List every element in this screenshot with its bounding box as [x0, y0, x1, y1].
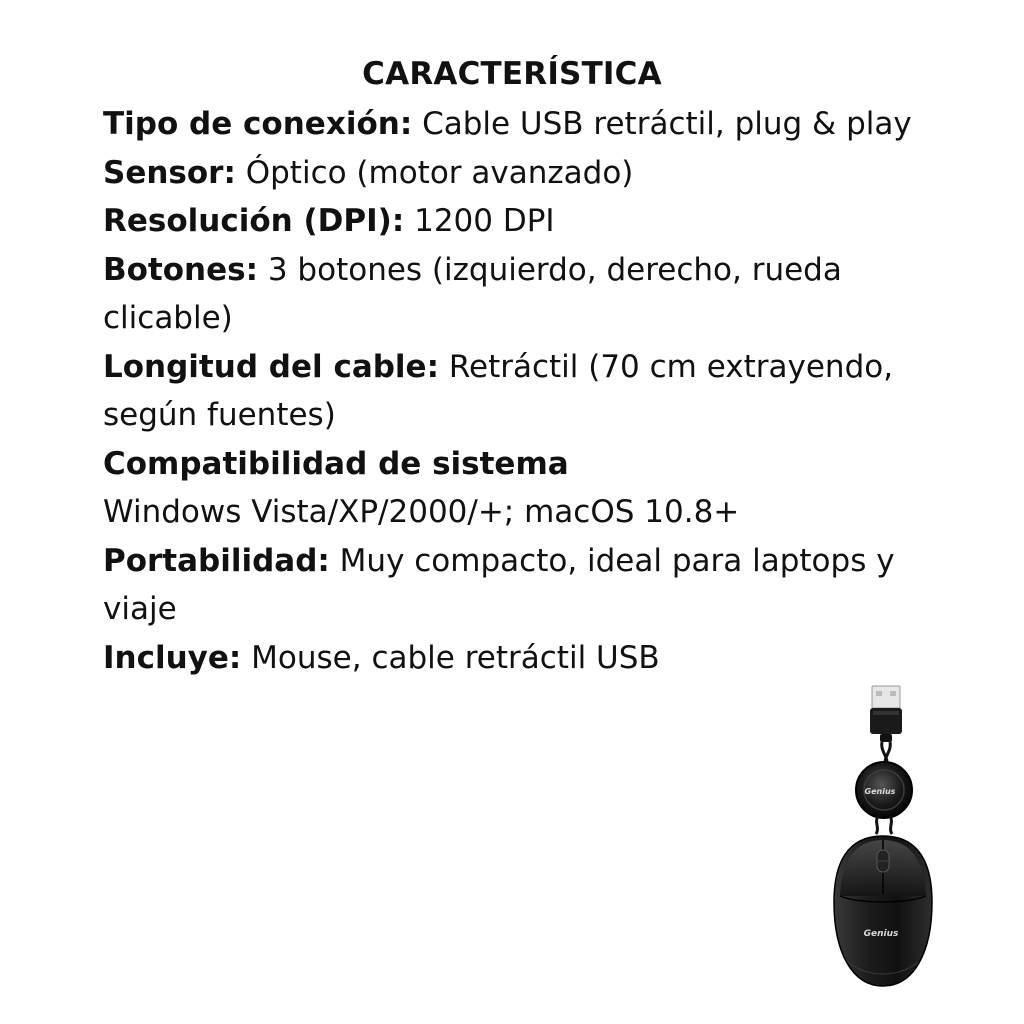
- page-title: CARACTERÍSTICA: [362, 56, 662, 92]
- svg-text:Genius: Genius: [864, 787, 896, 796]
- spec-cable-length: [103, 343, 933, 440]
- spec-value: Mouse, cable retráctil USB: [251, 639, 660, 676]
- spec-connection-type: [103, 100, 933, 149]
- spec-value: Óptico (motor avanzado): [245, 154, 634, 191]
- spec-label: Incluye:: [103, 639, 242, 676]
- spec-value: Muy compacto, ideal para laptops y viaje: [103, 542, 895, 627]
- spec-list: [103, 100, 933, 682]
- spec-label: Longitud del cable:: [103, 348, 439, 385]
- spec-compatibility: [103, 440, 933, 537]
- spec-label: Portabilidad:: [103, 542, 330, 579]
- spec-includes: [103, 634, 933, 683]
- spec-label: Resolución (DPI):: [103, 203, 405, 239]
- spec-label: Sensor:: [103, 154, 236, 191]
- spec-value: Windows Vista/XP/2000/+; macOS 10.8+: [103, 494, 740, 530]
- usb-plug-icon: [870, 686, 902, 742]
- retractable-mouse-image: [818, 682, 948, 992]
- spec-value: Retráctil (70 cm extrayendo, según fuentes): [103, 348, 894, 433]
- spec-label: Compatibilidad de sistema: [103, 445, 569, 482]
- spec-sensor: [103, 149, 933, 198]
- spec-label: Tipo de conexión:: [103, 106, 413, 142]
- mouse-body: [834, 836, 932, 986]
- spec-value: 3 botones (izquierdo, derecho, rueda clicable): [103, 251, 842, 336]
- spec-portability: [103, 537, 933, 634]
- spec-value: Cable USB retráctil, plug & play: [422, 106, 912, 142]
- cable-reel: [856, 762, 912, 818]
- spec-buttons: [103, 246, 933, 343]
- spec-resolution: [103, 197, 933, 246]
- spec-label: Botones:: [103, 251, 258, 288]
- spec-value: 1200 DPI: [414, 203, 555, 239]
- svg-text:Genius: Genius: [863, 929, 899, 939]
